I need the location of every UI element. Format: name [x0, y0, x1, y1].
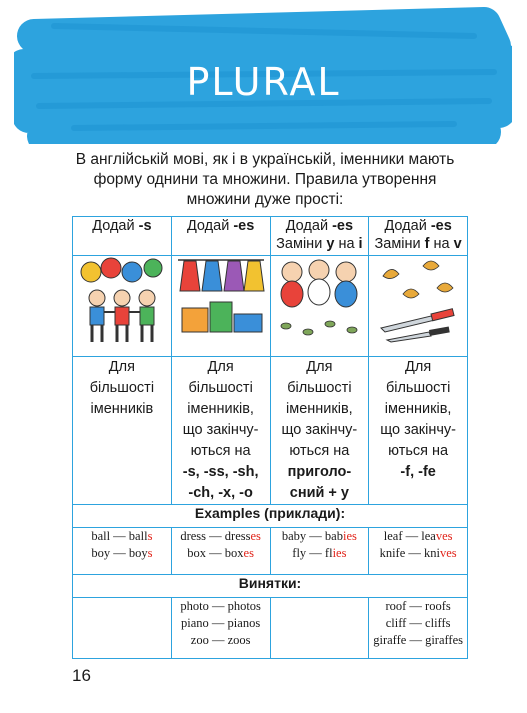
exceptions-es: photo — photos piano — pianos zoo — zoos: [171, 598, 270, 659]
examples-s: ball — balls boy — boys: [73, 528, 172, 575]
examples-f: leaf — leaves knife — knives: [369, 528, 468, 575]
dresses-boxes-illustration: [171, 256, 270, 357]
exceptions-f: roof — roofs cliff — cliffs giraffe — giraffes: [369, 598, 468, 659]
rule-description-s: Для більшості іменників: [73, 357, 172, 505]
babies-flies-illustration: [270, 256, 369, 357]
intro-text: В англійській мові, як і в українській, іменники мають форму однини та множини. Правила утворення множини дуже прості:: [75, 151, 455, 208]
header-add-es-y: Додай -es Заміни y на i: [270, 217, 369, 256]
rule-description-y: Для більшості іменників, що закінчу- ються на приголо- сний + y: [270, 357, 369, 505]
plural-rules-table: [72, 216, 468, 659]
page-title: PLURAL: [186, 60, 341, 104]
rule-description-f: Для більшості іменників, що закінчу- ються на -f, -fe: [369, 357, 468, 505]
header-add-s: Додай -s: [73, 217, 172, 256]
header-add-es: Додай -es: [171, 217, 270, 256]
rule-description-es: Для більшості іменників, що закінчу- ються на -s, -ss, -sh, -ch, -x, -o: [171, 357, 270, 505]
exceptions-label: Винятки:: [73, 575, 468, 598]
examples-y: baby — babies fly — flies: [270, 528, 369, 575]
balls-boys-illustration: [73, 256, 172, 357]
examples-es: dress — dresses box — boxes: [171, 528, 270, 575]
examples-label: Examples (приклади):: [73, 505, 468, 528]
exceptions-s: [73, 598, 172, 659]
leaves-knives-illustration: [369, 256, 468, 357]
header-add-es-f: Додай -es Заміни f на v: [369, 217, 468, 256]
page-number: 16: [72, 666, 91, 685]
exceptions-y: [270, 598, 369, 659]
